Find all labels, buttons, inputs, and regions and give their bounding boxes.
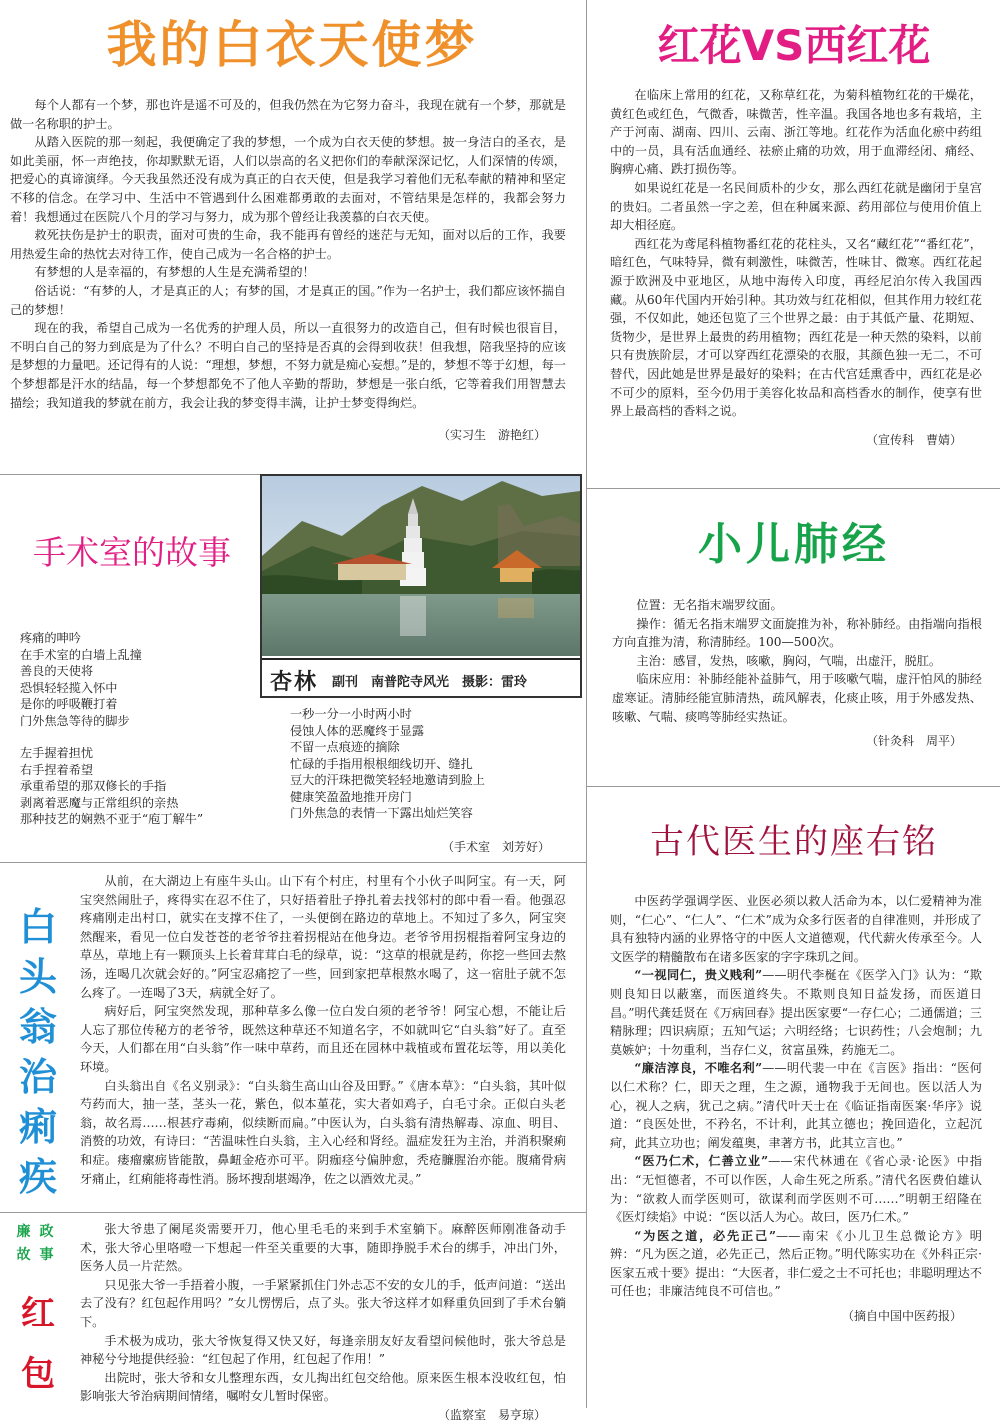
maxim-heading: “一视同仁，贵义贱利”: [634, 968, 763, 983]
surgery-signature: （手术室 刘芳好）: [441, 840, 550, 854]
divider-middle-right: [586, 786, 1000, 787]
photo-caption-text: 副刊 南普陀寺风光 摄影：雷玲: [332, 674, 528, 690]
redpacket-title: [14, 1284, 62, 1404]
maxim-text: ——明代裴一中在《言医》指出：“医何以仁术称？仁，即天之理，生之源，通物我于无间也。医以活人为心，视人之病，犹己之病。”清代叶天士在《临证指南医案·华序》说道：“良医处世，不矜名，不计利，此其立德也；挽回造化，立起沉疴，此其立功也；阐发蕴奥，聿著方书，此其立言也。”: [610, 1061, 982, 1150]
maxim-text: ——宋代林逋在《省心录·论医》中指出：“无恒德者，不可以作医，人命生死之所系。”清代名医费伯雄认为：“欲救人而学医则可，欲谋利而学医则不可……”明朝王绍隆在《医灯续焰》中说：“医以活人为心。故曰，医乃仁术。”: [610, 1154, 982, 1225]
pulsatilla-paragraph: 白头翁出自《名义别录》：“白头翁生高山山谷及田野。”《唐本草》：“白头翁，其叶似芍药而大，抽一茎，茎头一花，紫色，似本堇花，实大者如鸡子，白毛寸余。正似白头老翁，故名焉……根甚疗毒痢，似续断而扁。”中医认为，白头翁有清热解毒、凉血、明目、消赘的功效，有诗曰：“苦温味性白头翁，主入心经和肾经。温症发狂为主治，并消积聚痢和症。瘘瘤瘰疬皆能散，鼻衄金疮亦可平。阴痂痉兮偏肿愈，秃疮臁腥治亦能。腹痛骨病牙痛止，红痢能将毒性消。肠坏搜刮堪竭净，佐之以酒效尤灵。”: [80, 1078, 566, 1186]
surgery-poem-left: [20, 630, 270, 828]
redpacket-paragraph: 张大爷患了阑尾炎需要开刀，他心里毛毛的来到手术室躺下。麻醉医师刚准备动手术，张大爷心里咯噔一下想起一件至关重要的大事，随即挣脱手术台的绑手，冲出门外，医务人员一片茫然。: [80, 1222, 566, 1274]
safflower-section: [588, 0, 1000, 486]
pulsatilla-section: [0, 864, 584, 1210]
poem-line: 忙碌的手指用根根细线切开、缝扎: [290, 756, 473, 771]
redpacket-signature: （监察室 易亨琼）: [437, 1407, 546, 1422]
poem-line: 左手握着担忧: [20, 746, 94, 760]
poem-line: 侵蚀人体的恶魔终于显露: [290, 723, 425, 738]
maxims-item: [610, 1059, 982, 1152]
pulsatilla-paragraph: 病好后，阿宝突然发现，那种草多么像一位白发白须的老爷爷！阿宝心想，不能让后人忘了那位传秘方的老爷爷，既然这种草还不知道名字，不如就叫它“白头翁”好了。直至今天，人们都在用“白头翁”作一味中草药，而且还在园林中栽植或布置花坛等，用以美化环境。: [80, 1004, 566, 1074]
dream-paragraph: 每个人都有一个梦，那也许是遥不可及的，但我仍然在为它努力奋斗，我现在就有一个梦，那就是做一名称职的护士。: [10, 98, 566, 131]
redpacket-paragraph: 手术极为成功，张大爷恢复得又快又好，每逢亲朋友好友看望问候他时，张大爷总是神秘兮兮地提供经验：“红包起了作用，红包起了作用！”: [80, 1333, 566, 1367]
poem-line: 不留一点痕迹的摘除: [290, 740, 400, 754]
poem-line: 恐惧轻轻揽入怀中: [20, 680, 118, 695]
poem-line: 健康笑盈盈地推开房门: [290, 789, 412, 804]
pulsatilla-paragraph: 从前，在大湖边上有座牛头山。山下有个村庄，村里有个小伙子叫阿宝。有一天，阿宝突然闹肚子，疼得实在忍不住了，只好捂着肚子挣扎着去找邻村的郎中看一看。他强忍疼痛刚走出村口，就实在支撑不住了，一头便倒在路边的草地上。不知过了多久，阿宝突然醒来，看见一位白发苍苍的老爷爷拄着拐棍站在他身边。老爷爷用拐棍指着阿宝身边的草丛，草地上有一颗顶头上长着茸茸白毛的绿草，说：“这草的根就是药，你挖一些回去熬汤，连喝几次就会好的。”阿宝忍痛挖了一些，回到家把草根熬水喝了，这一宿肚子就不怎么疼了。一连喝了3天，病就全好了。: [80, 874, 566, 1000]
maxims-intro: 中医药学强调学医、业医必须以救人活命为本，以仁爱精神为准则，“仁心”、“仁人”、“仁术”成为众多行医者的自律准则，并形成了具有独特内涵的业界恪守的中医人文道德观，代代薪火传承至今。人文医学的精髓散布在诸多医家的字字珠玑之间。: [610, 894, 982, 964]
maxim-heading: “为医之道，必先正己”: [634, 1228, 776, 1243]
safflower-signature: （宣传科 曹婧）: [865, 432, 962, 447]
dream-paragraph: 俗话说：“有梦的人，才是真正的人；有梦的国，才是真正的国。”作为一名护士，我们都应该怀揣自己的梦想！: [10, 283, 566, 317]
poem-line: 门外焦急的表情一下露出灿烂笑容: [290, 806, 473, 820]
divider-top-left: [0, 474, 260, 475]
lung-paragraph: 主治：感冒，发热，咳嗽，胸闷，气喘，出虚汗，脱肛。: [636, 653, 942, 668]
divider-bottom-left: [0, 1212, 586, 1213]
pulsatilla-title: [10, 902, 66, 1202]
tag-char: 廉: [16, 1224, 31, 1240]
redpacket-section: [0, 1214, 584, 1422]
poem-line: 右手捏着希望: [20, 762, 94, 777]
tag-char: 故: [16, 1247, 31, 1263]
poem-line: 是你的呼吸鞭打着: [20, 697, 118, 711]
lung-title: 小儿肺经: [698, 519, 890, 570]
safflower-paragraph: 在临床上常用的红花，又称草红花，为菊科植物红花的干燥花，黄红色或红色，气微香，味微苦，性辛温。我国各地也多有栽培，主产于河南、湖南、四川、云南、浙江等地。红花作为活血化瘀中药组中的一员，具有活血通经、祛瘀止痛的功效，用于血滞经闭、痛经、胸痹心痛、跌打损伤等。: [610, 88, 982, 177]
pulsatilla-title-text: 白头翁治痢疾: [18, 905, 57, 1199]
redpacket-title-char: 红: [21, 1294, 55, 1334]
lung-signature: （针灸科 周平）: [865, 734, 962, 749]
divider-top-right: [586, 488, 1000, 489]
lung-section: [588, 490, 1000, 784]
safflower-title: 红花VS西红花: [657, 21, 931, 70]
pulsatilla-body: [80, 872, 566, 1188]
poem-line: 那种技艺的娴熟不亚于“庖丁解牛”: [20, 812, 204, 826]
poem-line: 在手术室的白墙上乱撞: [20, 647, 142, 662]
surgery-poem-right: [290, 706, 580, 822]
poem-line: 疼痛的呻吟: [20, 631, 81, 645]
tag-char: 政: [39, 1224, 54, 1240]
maxim-heading: “廉洁淳良，不唯名利”: [634, 1061, 763, 1076]
poem-line: 门外焦急等待的脚步: [20, 713, 130, 728]
dream-paragraph: 有梦想的人是幸福的，有梦想的人生是充满希望的！: [34, 265, 315, 280]
dream-title: 我的白衣天使梦: [106, 16, 478, 74]
maxim-text: ——明代李梴在《医学入门》认为：“欺则良知日以蔽塞，而医道终失。不欺则良知日益发扬，而医道日昌。”明代龚廷贤在《万病回春》提出医家要“一存仁心；二通儒道；三精脉理；四识病原；五知气运；六明经络；七识药性；八会炮制；九莫嫉妒；十勿重利，当存仁义，贫富虽殊，药施无二。: [610, 968, 982, 1057]
redpacket-title-char: 包: [21, 1354, 55, 1394]
maxim-text: ——南宋《小儿卫生总微论方》明辨：“凡为医之道，必先正己，然后正物。”明代陈实功在《外科正宗·医家五戒十要》提出：“大医者，非仁爱之士不可托也；非聪明理达不可任也；非廉洁纯良不可信也。”: [610, 1228, 982, 1299]
maxims-signature: （摘自中国中医药报）: [841, 1309, 962, 1324]
safflower-paragraph: 西红花为鸢尾科植物番红花的花柱头，又名“藏红花”“番红花”，暗红色，气味特异，微有刺激性，味微苦，性味甘、微寒。西红花起源于欧洲及中亚地区，从地中海传入印度，再经尼泊尔传入我国西藏。从60年代国内开始引种。其功效与红花相似，但其作用力较红花强，不仅如此，她还包览了三个世界之最：由于其低产量、花期短、货物少，是世界上最贵的药用植物；西红花是一种天然的染料，以前只有贵族阶层，才可以穿西红花漂染的衣服，其颜色独一无二，不可替代，因此她是世界是最好的染料；在古代宫廷熏香中，西红花是必不可少的原料，至今仍用于美容化妆品和高档香水的制作，使享有世界上最高档的香料之说。: [610, 236, 982, 419]
poem-line: 一秒一分一小时两小时: [290, 707, 412, 721]
dream-paragraph: 救死扶伤是护士的职责，面对可贵的生命，我不能再有曾经的迷茫与无知，面对以后的工作，我要用热爱生命的热忱去对待工作，使自己成为一名合格的护士。: [10, 228, 566, 261]
redpacket-paragraph: 只见张大爷一手捂着小腹，一手紧紧抓住门外忐忑不安的女儿的手，低声问道：“送出去了没有？红包起作用吗？”女儿愣愣后，点了头。张大爷这样才如释重负回到了手术台躺下。: [80, 1277, 566, 1329]
dream-body: [10, 96, 566, 443]
poem-line: 承重希望的那双修长的手指: [20, 779, 167, 793]
divider-vertical-bottom: [586, 488, 587, 1408]
lung-paragraph: 临床应用：补肺经能补益肺气，用于咳嗽气喘，虚汗怕风的肺经虚寒证。清肺经能宣肺清热，疏风解表，化痰止咳，用于外感发热、咳嗽、气喘、痰鸣等肺经实热证。: [612, 672, 982, 724]
dream-paragraph: 现在的我，希望自己成为一名优秀的护理人员，所以一直很努力的改造自己，但有时候也很盲目，不明白自己的努力到底是为了什么？不明白自己的坚持是否真的会得到收获！但我想，陪我坚持的应该是梦想的力量吧。还记得有的人说：“理想，梦想，不努力就是痴心妄想。”是的，梦想不等于幻想，每一个梦想都是汗水的结晶，每一个梦想都免不了他人辛勤的帮助，梦想是一张白纸，它等着我们用智慧去描绘；我知道我的梦就在前方，我会让我的梦变得丰满，让护士梦变得绚烂。: [10, 321, 566, 410]
divider-middle-left: [0, 862, 586, 863]
dream-section: [0, 0, 584, 472]
safflower-paragraph: 如果说红花是一名民间质朴的少女，那么西红花就是幽闭于皇宫的贵妇。二者虽然一字之差，但在种属来源、药用部位与使用价值上却大相径庭。: [610, 180, 982, 233]
safflower-body: [610, 86, 982, 448]
poem-line: 豆大的汗珠把微笑轻轻地邀请到脸上: [290, 773, 485, 787]
redpacket-body: [80, 1220, 566, 1423]
surgery-title: 手术室的故事: [33, 533, 231, 572]
poem-line: 剥离着恶魔与正常组织的亲热: [20, 795, 179, 810]
maxims-title: 古代医生的座右铭: [650, 822, 938, 862]
redpacket-paragraph: 出院时，张大爷和女儿整理东西，女儿掏出红包交给他。原来医生根本没收红包，怕影响张大爷治病期间情绪，嘱咐女儿暂时保密。: [80, 1370, 566, 1404]
maxims-body: [610, 892, 982, 1324]
lung-paragraph: 操作：循无名指末端罗文面旋推为补，称补肺经。由指端向指根方向直推为清，称清肺经。100—500次。: [612, 616, 982, 650]
dream-paragraph: 从踏入医院的那一刻起，我便确定了我的梦想，一个成为白衣天使的梦想。披一身洁白的圣衣，是如此美丽，怀一声绝技，你却默默无语，人们以崇高的名义把你们的奉献深深记忆，人们深情的传颂，把爱心的真谛演绎。今天我虽然还没有成为真正的白衣天使，但是我学习着他们无私奉献的精神和坚定不移的信念。在学习中、生活中不管遇到什么困难都勇敢的去面对，不管结果是怎样的，我都会努力着！我想通过在医院八个月的学习与努力，成为那个曾经让我羡慕的白衣天使。: [10, 135, 566, 224]
lung-body: [612, 596, 982, 749]
poem-line: 善良的天使将: [20, 664, 94, 678]
photo-caption-title: 杏林: [270, 669, 319, 695]
maxims-section: [588, 788, 1000, 1408]
divider-vertical-top: [586, 0, 587, 488]
dream-signature: （实习生 游艳红）: [437, 428, 546, 443]
maxims-item: [610, 1152, 982, 1226]
surgery-section: [0, 476, 584, 860]
maxim-heading: “医乃仁术，仁善立业”: [634, 1154, 769, 1169]
anti-corruption-tag: [12, 1222, 58, 1268]
maxims-item: [610, 966, 982, 1059]
maxims-item: [610, 1227, 982, 1301]
tag-char: 事: [39, 1247, 54, 1263]
lung-paragraph: 位置：无名指末端罗纹面。: [636, 598, 783, 612]
